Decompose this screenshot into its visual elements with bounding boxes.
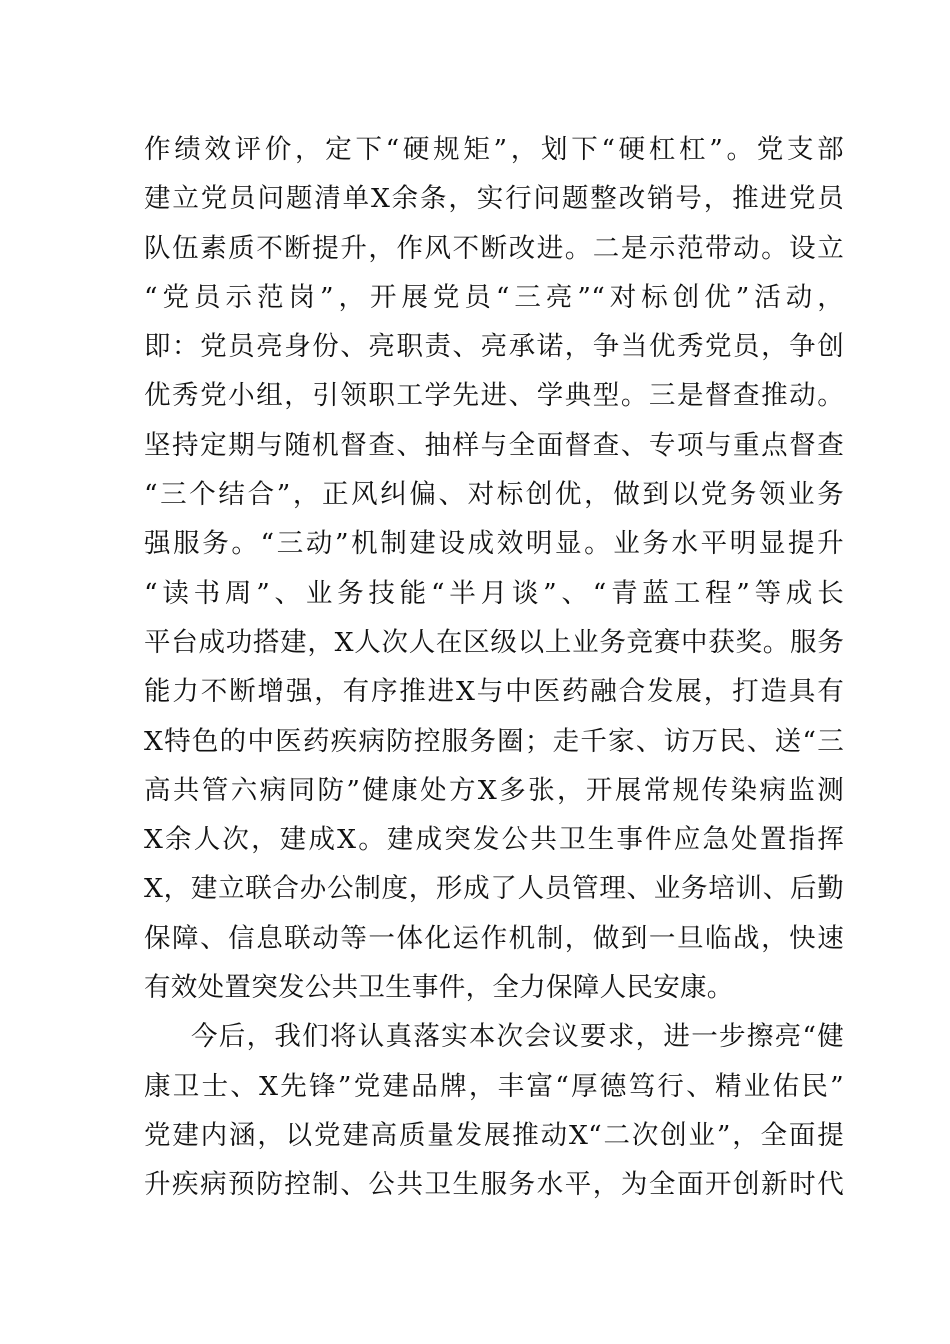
text-line: 升疾病预防控制、公共卫生服务水平，为全面开创新时代 [144, 1169, 844, 1201]
text-line: X余人次，建成X。建成突发公共卫生事件应急处置指挥 [144, 824, 844, 856]
text-line: 保障、信息联动等一体化运作机制，做到一旦临战，快速 [144, 922, 844, 954]
text-line: 建立党员问题清单X余条，实行问题整改销号，推进党员 [144, 183, 844, 215]
text-line: 有效处置突发公共卫生事件，全力保障人民安康。 [144, 972, 734, 1004]
text-line: X特色的中医药疾病防控服务圈；走千家、访万民、送“三 [144, 725, 844, 757]
text-line: 优秀党小组，引领职工学先进、学典型。三是督查推动。 [144, 380, 844, 412]
text-line: 康卫士、X先锋”党建品牌，丰富“厚德笃行、精业佑民” [144, 1070, 844, 1102]
text-line: 作绩效评价，定下“硬规矩”，划下“硬杠杠”。党支部 [144, 134, 844, 165]
text-line: “三个结合”，正风纠偏、对标创优，做到以党务领业务 [144, 479, 844, 511]
text-line: 坚持定期与随机督查、抽样与全面督查、专项与重点督查 [144, 429, 844, 461]
text-line: 今后，我们将认真落实本次会议要求，进一步擦亮“健 [191, 1021, 844, 1053]
text-line: “读书周”、业务技能“半月谈”、“青蓝工程”等成长 [144, 577, 844, 609]
text-line: 强服务。“三动”机制建设成效明显。业务水平明显提升 [144, 528, 844, 560]
text-line: “党员示范岗”，开展党员“三亮”“对标创优”活动， [144, 281, 844, 313]
body-text [144, 125, 844, 1210]
text-line: 队伍素质不断提升，作风不断改进。二是示范带动。设立 [144, 232, 844, 264]
text-line: 能力不断增强，有序推进X与中医药融合发展，打造具有 [144, 676, 844, 708]
text-line: X，建立联合办公制度，形成了人员管理、业务培训、后勤 [144, 873, 844, 905]
text-line: 平台成功搭建，X人次人在区级以上业务竞赛中获奖。服务 [144, 626, 844, 658]
text-line: 即：党员亮身份、亮职责、亮承诺，争当优秀党员，争创 [144, 331, 844, 363]
text-line: 高共管六病同防”健康处方X多张，开展常规传染病监测 [144, 774, 844, 806]
text-line: 党建内涵，以党建高质量发展推动X“二次创业”，全面提 [144, 1119, 844, 1151]
